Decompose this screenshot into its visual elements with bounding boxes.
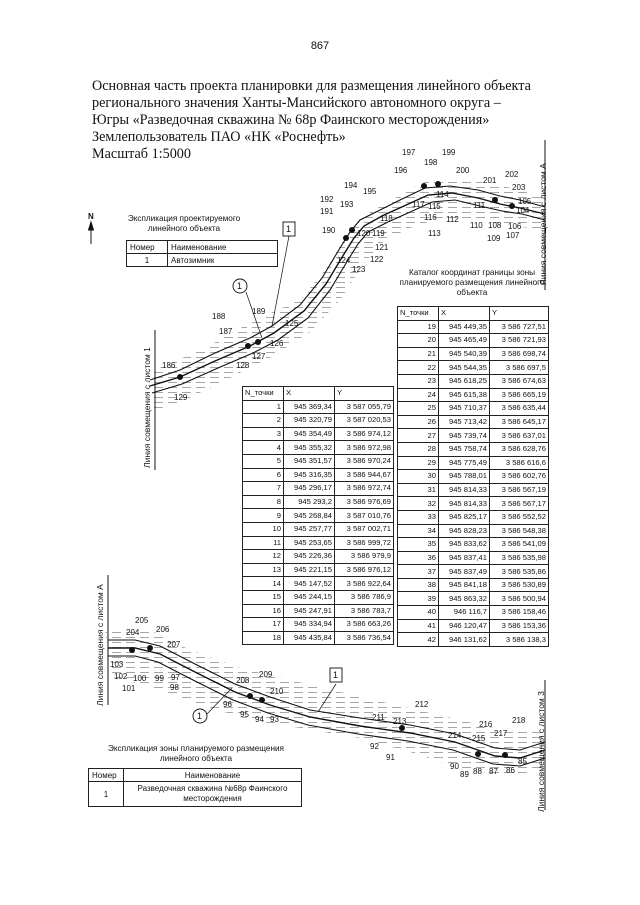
table-row [243,468,394,482]
table-header-row [127,241,278,254]
table-cell: 1 [89,782,124,807]
table-cell: 945 739,74 [439,429,490,443]
table-cell: 3 587 055,79 [335,400,394,414]
table-cell: 3 586 535,86 [490,565,549,579]
title-line: регионального значения Ханты-Мансийского автономного округа – [92,95,501,111]
table-header-cell: Наименование [168,241,278,254]
table-cell: 3 586 567,17 [490,497,549,511]
match-line-label-bottom-left: Линия совмещения с листом А [95,584,105,706]
point-label: 129 [174,393,188,402]
table-cell: 9 [243,509,284,523]
point-label: 94 [255,715,264,724]
point-label: 116 [424,213,437,222]
point-label: 188 [212,312,226,321]
table-cell: 945 316,35 [284,468,335,482]
table-row [243,414,394,428]
table-cell: 945 221,15 [284,563,335,577]
table-cell: 1 [127,254,168,267]
point-label: 117 [412,200,425,209]
table-row [243,631,394,645]
table-header-cell: Y [335,387,394,401]
table-cell: 945 828,23 [439,524,490,538]
point-label: 202 [505,170,519,179]
table-cell: 3 586 567,19 [490,483,549,497]
table-cell: 3 586 535,98 [490,551,549,565]
point-label: 218 [512,716,526,725]
point-label: 102 [114,672,128,681]
table-cell: 38 [398,578,439,592]
table-cell: 24 [398,388,439,402]
point-label: 105 [518,197,532,206]
table-cell: 3 586 697,5 [490,361,549,375]
point-label: 89 [460,770,469,779]
point-label: 86 [506,766,515,775]
zone-callout-label: 1 [197,711,203,721]
table-cell: 945 710,37 [439,402,490,416]
point-label: 194 [344,181,358,190]
table-cell: 946 131,62 [439,633,490,647]
point-label: 98 [170,683,179,692]
table-cell: 3 586 663,26 [335,618,394,632]
point-label: 103 [110,660,124,669]
table-cell: 945 615,38 [439,388,490,402]
table-cell: 16 [243,604,284,618]
north-label: N [88,212,94,221]
table-cell: 37 [398,565,439,579]
table-cell: 945 837,49 [439,565,490,579]
point-label: 199 [442,148,456,157]
table-cell: 3 586 786,9 [335,590,394,604]
point-label: 125 [285,319,299,328]
point-label: 191 [320,207,334,216]
table-cell: 3 586 974,12 [335,427,394,441]
point-label: 210 [270,687,284,696]
scale-label: Масштаб 1:5000 [92,146,191,162]
table-cell: 3 586 552,52 [490,510,549,524]
table-cell: 3 586 970,24 [335,454,394,468]
table-cell: 3 586 944,67 [335,468,394,482]
table-cell: 945 837,41 [439,551,490,565]
table-cell: 945 435,84 [284,631,335,645]
table-cell: 945 788,01 [439,470,490,484]
point-label: 196 [394,166,408,175]
point-label: 104 [516,206,530,215]
point-label: 192 [320,195,334,204]
table-cell: 32 [398,497,439,511]
point-label: 85 [518,757,527,766]
table-cell: 3 586 500,94 [490,592,549,606]
table-header-row [89,769,302,782]
title-line: Землепользователь ПАО «НК «Роснефть» [92,129,346,145]
point-label: 120 [357,229,371,238]
point-label: 92 [370,742,379,751]
legend-linear-title: Экспликация проектируемого линейного объекта [127,214,241,233]
point-label: 91 [386,753,395,762]
table-cell: 945 833,62 [439,538,490,552]
point-label: 187 [219,327,233,336]
coordinates-table-left [242,386,394,645]
table-row [398,619,549,633]
table-cell: 1 [243,400,284,414]
table-row [398,524,549,538]
table-header-cell: Наименование [124,769,302,782]
table-cell: 3 586 698,74 [490,347,549,361]
table-cell: 3 586 158,46 [490,606,549,620]
coordinates-table-right [397,306,549,647]
table-cell: 945 758,74 [439,442,490,456]
point-label: 190 [322,226,336,235]
table-cell: 945 841,18 [439,578,490,592]
table-row [243,495,394,509]
point-label: 112 [446,215,459,224]
table-row [243,618,394,632]
table-cell: 945 296,17 [284,482,335,496]
table-row [398,402,549,416]
legend-linear-table [126,240,278,267]
table-cell: 3 586 976,12 [335,563,394,577]
table-cell: 3 586 637,01 [490,429,549,443]
table-row [398,497,549,511]
table-row [243,590,394,604]
table-cell: 3 586 628,76 [490,442,549,456]
table-cell: 945 293,2 [284,495,335,509]
table-row [243,509,394,523]
table-cell: 3 586 972,74 [335,482,394,496]
table-cell: 3 586 530,89 [490,578,549,592]
point-label: 200 [456,166,470,175]
table-cell: 3 586 548,38 [490,524,549,538]
table-row [398,470,549,484]
table-cell: 945 775,49 [439,456,490,470]
table-cell: 27 [398,429,439,443]
table-row [398,334,549,348]
table-cell: 3 586 736,54 [335,631,394,645]
table-cell: 945 465,49 [439,334,490,348]
table-cell: 28 [398,442,439,456]
table-cell: 39 [398,592,439,606]
point-label: 99 [155,674,164,683]
table-row [398,565,549,579]
point-label: 186 [162,361,176,370]
table-cell: 33 [398,510,439,524]
table-row [398,633,549,647]
point-label: 110 [470,221,483,230]
point-label: 115 [428,202,441,211]
point-label: 95 [240,710,249,719]
table-cell: 29 [398,456,439,470]
table-cell: 21 [398,347,439,361]
table-cell: 4 [243,441,284,455]
point-label: 88 [473,767,482,776]
point-label: 87 [489,767,498,776]
point-label: 189 [252,307,266,316]
table-cell: 12 [243,550,284,564]
point-label: 215 [472,734,486,743]
table-cell: 945 355,32 [284,441,335,455]
point-label: 209 [259,670,273,679]
point-label: 118 [380,214,393,223]
point-label: 211 [372,713,385,722]
table-cell: 3 587 020,53 [335,414,394,428]
table-cell: 6 [243,468,284,482]
table-cell: 31 [398,483,439,497]
point-label: 214 [448,731,462,740]
table-cell: 3 586 645,17 [490,415,549,429]
title-line: Основная часть проекта планировки для размещения линейного объекта [92,78,531,94]
table-row [398,320,549,334]
table-cell: 42 [398,633,439,647]
table-cell: 945 544,35 [439,361,490,375]
title-line: Югры «Разведочная скважина № 68р Фаинского месторождения» [92,112,490,128]
table-cell: 3 586 999,72 [335,536,394,550]
table-row [243,563,394,577]
point-label: 90 [450,762,459,771]
zone-callout-label: 1 [237,281,243,291]
table-cell: 945 257,77 [284,522,335,536]
table-cell: 946 116,7 [439,606,490,620]
point-label: 107 [506,231,520,240]
table-cell: 3 587 002,71 [335,522,394,536]
table-cell: 17 [243,618,284,632]
table-cell: 945 354,49 [284,427,335,441]
point-label: 106 [508,222,522,231]
table-cell: 7 [243,482,284,496]
legend-zone-title: Экспликация зоны планируемого размещения линейного объекта [108,744,284,763]
point-label: 97 [171,673,180,682]
table-cell: 945 334,94 [284,618,335,632]
table-row [243,577,394,591]
table-header-cell: Y [490,307,549,321]
table-cell: 945 814,33 [439,497,490,511]
table-cell: 945 449,35 [439,320,490,334]
table-cell: 8 [243,495,284,509]
table-cell: 3 587 010,76 [335,509,394,523]
table-cell: 18 [243,631,284,645]
table-cell: 3 586 979,9 [335,550,394,564]
table-cell: 946 120,47 [439,619,490,633]
table-cell: 945 814,33 [439,483,490,497]
table-cell: Разведочная скважина №68р Фаинского месторождения [124,782,302,807]
point-label: 204 [126,628,140,637]
table-row [243,454,394,468]
table-cell: Автозимник [168,254,278,267]
table-row [398,374,549,388]
table-cell: 3 586 922,64 [335,577,394,591]
table-row [243,536,394,550]
table-cell: 945 713,42 [439,415,490,429]
point-label: 108 [488,221,502,230]
north-arrow-icon [89,222,94,244]
table-cell: 3 586 602,76 [490,470,549,484]
table-cell: 5 [243,454,284,468]
point-label: 212 [415,700,429,709]
match-line-label-top-left: Линия совмещения с листом 1 [142,347,152,468]
table-cell: 41 [398,619,439,633]
table-header-row [243,387,394,401]
table-row [398,429,549,443]
table-row [398,347,549,361]
table-cell: 23 [398,374,439,388]
table-cell: 15 [243,590,284,604]
point-label: 113 [428,229,441,238]
table-cell: 22 [398,361,439,375]
point-label: 101 [122,684,136,693]
table-cell: 30 [398,470,439,484]
legend-zone-table [88,768,302,807]
table-cell: 40 [398,606,439,620]
point-label: 205 [135,616,149,625]
table-row [398,361,549,375]
table-cell: 3 [243,427,284,441]
table-row [243,400,394,414]
table-cell: 2 [243,414,284,428]
table-cell: 945 618,25 [439,374,490,388]
point-label: 96 [223,700,232,709]
table-row [398,551,549,565]
table-header-row [398,307,549,321]
table-cell: 945 247,91 [284,604,335,618]
table-cell: 35 [398,538,439,552]
object-callout-label: 1 [286,224,292,234]
table-cell: 34 [398,524,439,538]
point-label: 93 [270,715,279,724]
table-row [398,578,549,592]
table-cell: 945 226,36 [284,550,335,564]
table-row [243,427,394,441]
table-cell: 3 586 138,3 [490,633,549,647]
table-cell: 10 [243,522,284,536]
point-label: 127 [252,352,266,361]
table-cell: 945 268,84 [284,509,335,523]
table-cell: 945 825,17 [439,510,490,524]
point-label: 114 [436,190,449,199]
table-cell: 3 586 665,19 [490,388,549,402]
table-row [398,592,549,606]
table-row [398,483,549,497]
table-header-cell: N_точки [398,307,439,321]
table-header-cell: X [284,387,335,401]
point-label: 213 [393,717,407,726]
table-cell: 3 586 783,7 [335,604,394,618]
match-line-label-bottom-right: Линия совмещения с листом 3 [536,691,546,812]
object-callout-label: 1 [333,670,339,680]
point-label: 109 [487,234,501,243]
table-row [243,522,394,536]
table-header-cell: N_точки [243,387,284,401]
table-row [127,254,278,267]
table-cell: 945 863,32 [439,592,490,606]
table-cell: 19 [398,320,439,334]
point-label: 122 [370,255,384,264]
table-row [243,441,394,455]
table-row [398,415,549,429]
page-number: 867 [310,40,330,52]
point-label: 203 [512,183,526,192]
table-header-cell: Номер [127,241,168,254]
catalog-title: Каталог координат границы зоны планируемого размещения линейного объекта [399,268,545,297]
table-cell: 13 [243,563,284,577]
table-cell: 3 586 972,98 [335,441,394,455]
point-label: 193 [340,200,354,209]
table-cell: 3 586 976,69 [335,495,394,509]
point-label: 195 [363,187,377,196]
table-row [398,442,549,456]
table-cell: 945 147,52 [284,577,335,591]
point-label: 119 [372,229,385,238]
table-cell: 3 586 635,44 [490,402,549,416]
table-cell: 3 586 153,36 [490,619,549,633]
table-cell: 14 [243,577,284,591]
point-label: 216 [479,720,493,729]
table-row [398,606,549,620]
table-cell: 3 586 727,51 [490,320,549,334]
point-label: 197 [402,148,416,157]
table-cell: 36 [398,551,439,565]
point-label: 111 [473,201,486,210]
table-cell: 3 586 674,63 [490,374,549,388]
table-row [89,782,302,807]
point-label: 208 [236,676,250,685]
point-label: 198 [424,158,438,167]
table-header-cell: X [439,307,490,321]
table-row [398,456,549,470]
table-cell: 3 586 541,09 [490,538,549,552]
table-cell: 945 369,34 [284,400,335,414]
table-row [243,604,394,618]
match-line-label-top-right: Линия совмещения с листом А [538,163,548,285]
table-cell: 11 [243,536,284,550]
table-cell: 945 351,57 [284,454,335,468]
table-cell: 3 586 616,6 [490,456,549,470]
point-label: 124 [337,256,351,265]
point-label: 217 [494,729,508,738]
table-cell: 945 320,79 [284,414,335,428]
table-row [398,388,549,402]
table-cell: 26 [398,415,439,429]
table-row [398,510,549,524]
table-cell: 25 [398,402,439,416]
point-label: 206 [156,625,170,634]
point-label: 201 [483,176,497,185]
table-cell: 945 540,39 [439,347,490,361]
point-label: 100 [133,674,147,683]
table-row [243,550,394,564]
table-cell: 945 253,65 [284,536,335,550]
table-row [243,482,394,496]
table-header-cell: Номер [89,769,124,782]
point-label: 126 [270,339,284,348]
point-label: 207 [167,640,181,649]
point-label: 121 [375,243,389,252]
point-label: 123 [352,265,366,274]
table-cell: 945 244,15 [284,590,335,604]
point-label: 128 [236,361,250,370]
table-cell: 20 [398,334,439,348]
table-row [398,538,549,552]
table-cell: 3 586 721,93 [490,334,549,348]
